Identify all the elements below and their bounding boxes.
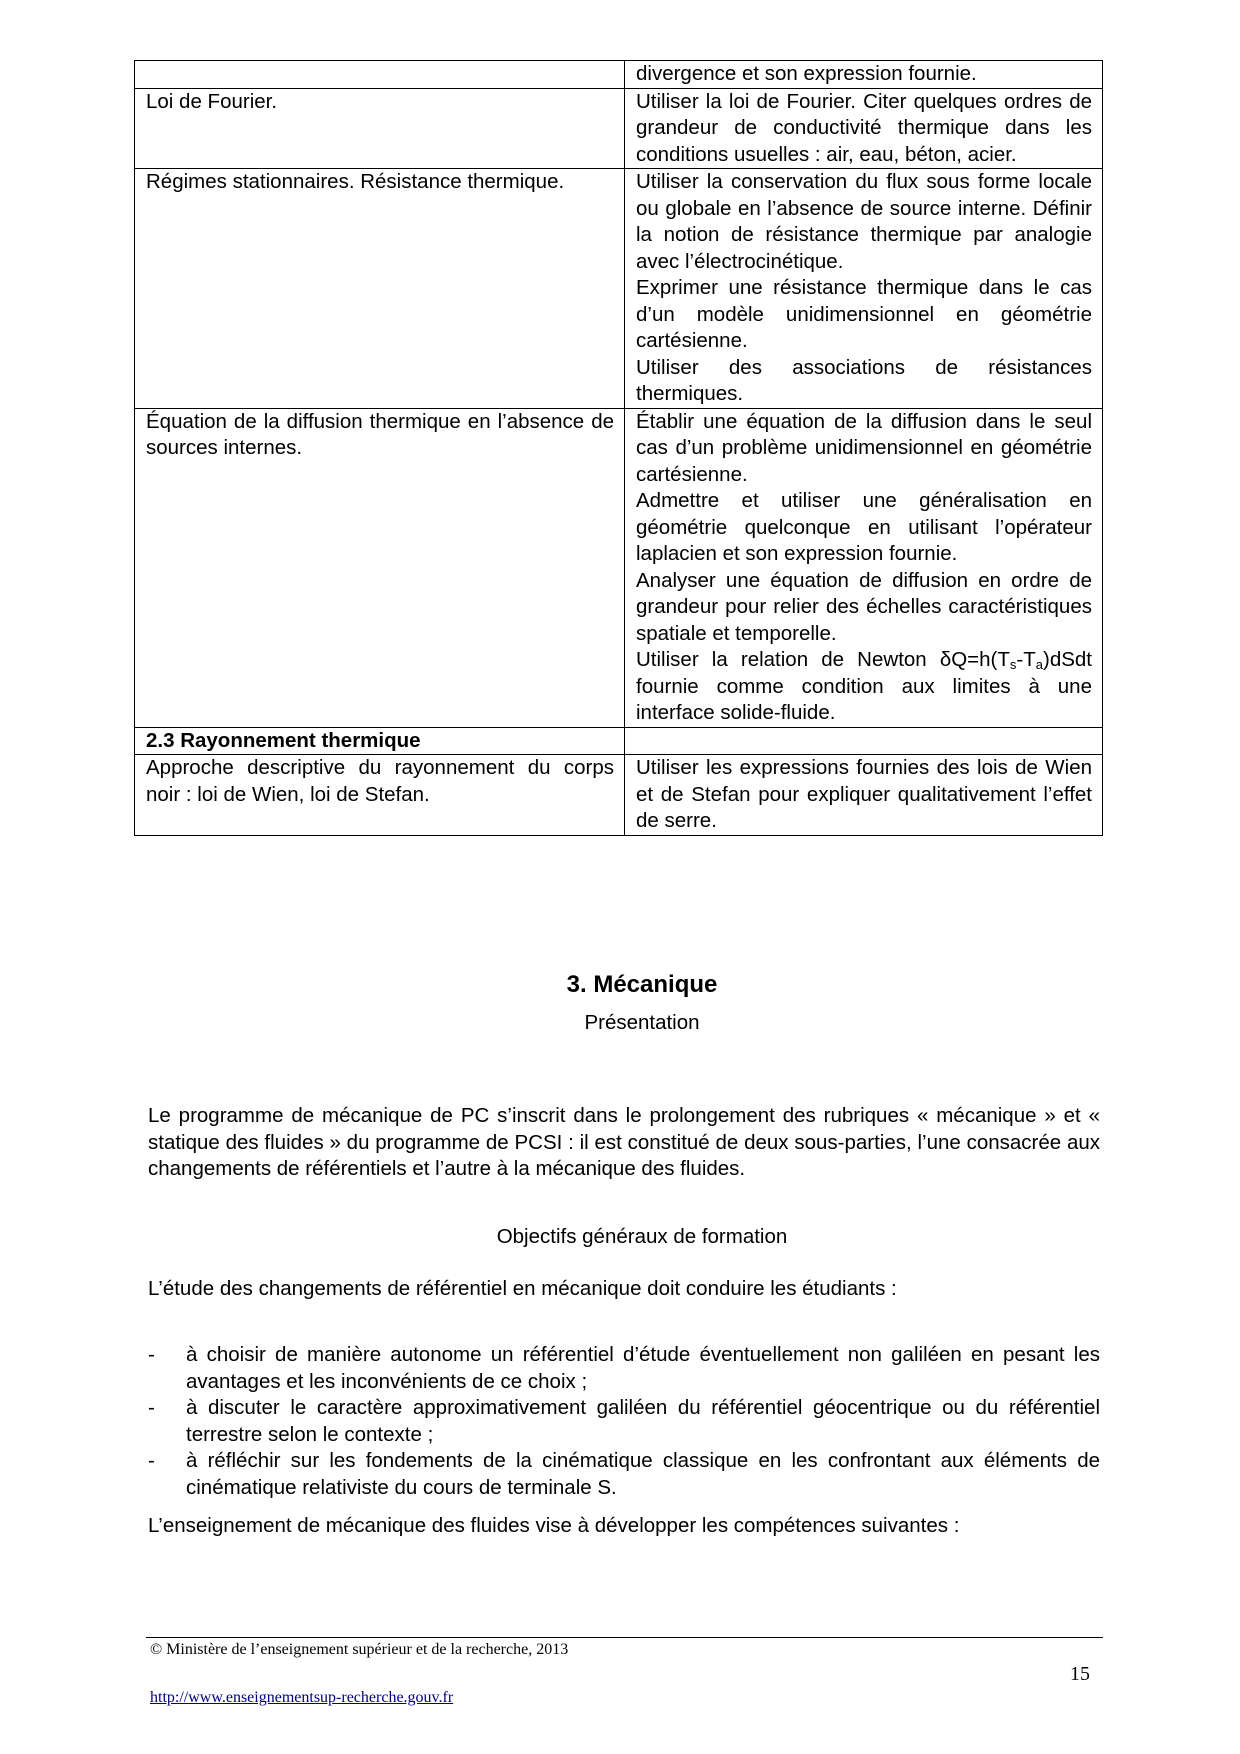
capacity-cell (625, 408, 1103, 727)
newton-relation-text (636, 647, 1092, 727)
page-number: 15 (1070, 1663, 1090, 1685)
fluids-intro: L’enseignement de mécanique des fluides vise à développer les compétences suivantes : (148, 1514, 960, 1537)
study-intro: L’étude des changements de référentiel en mécanique doit conduire les étudiants : (148, 1277, 897, 1300)
presentation-label: Présentation (584, 1011, 700, 1034)
subscript-s: s (1009, 657, 1017, 672)
newton-mid: -T (1016, 648, 1036, 671)
list-item-text: à réfléchir sur les fondements de la cinématique classique en les confrontant aux éléments de cinématique relativiste du cours de terminale S. (186, 1449, 1100, 1499)
program-table (134, 60, 1103, 836)
capacity-text: Utiliser la conservation du flux sous forme locale ou globale en l’absence de source interne. Définir la notion de résistance thermique par analogie avec l’électrocinétique. (636, 170, 1092, 273)
subscript-a: a (1035, 657, 1043, 672)
newton-pre: Utiliser la relation de Newton δQ=h(T (636, 648, 1010, 671)
notion-cell: Loi de Fourier. (135, 88, 625, 169)
list-item-text: à choisir de manière autonome un référentiel d’étude éventuellement non galiléen en pesant les avantages et les inconvénients de ce choix ; (186, 1343, 1100, 1393)
dash-marker: - (148, 1449, 155, 1472)
dash-marker: - (148, 1343, 155, 1366)
table-row (135, 61, 1103, 89)
capacity-text: Utiliser la loi de Fourier. Citer quelques ordres de grandeur de conductivité thermique dans les conditions usuelles : air, eau, béton, acier. (636, 89, 1092, 166)
table-row (135, 169, 1103, 409)
dash-marker: - (148, 1396, 155, 1419)
list-item-text: à discuter le caractère approximativement galiléen du référentiel géocentrique ou du référentiel terrestre selon le contexte ; (186, 1396, 1100, 1446)
section-heading-cell: 2.3 Rayonnement thermique (135, 727, 625, 755)
table-section-row (135, 727, 1103, 755)
capacity-cell (625, 88, 1103, 169)
list-item (148, 1342, 1100, 1395)
notion-cell: Approche descriptive du rayonnement du corps noir : loi de Wien, loi de Stefan. (135, 755, 625, 836)
capacity-cell (625, 61, 1103, 89)
table-row (135, 408, 1103, 727)
objectives-label: Objectifs généraux de formation (496, 1225, 788, 1248)
section-title: 3. Mécanique (566, 971, 718, 998)
notion-cell: Équation de la diffusion thermique en l’absence de sources internes. (135, 408, 625, 727)
notion-cell (135, 61, 625, 89)
capacity-text: Analyser une équation de diffusion en ordre de grandeur pour relier des échelles caractéristiques spatiale et temporelle. (636, 568, 1092, 645)
capacity-text: Utiliser des associations de résistances thermiques. (636, 355, 1092, 405)
capacity-text: Exprimer une résistance thermique dans le cas d’un modèle unidimensionnel en géométrie cartésienne. (636, 276, 1092, 352)
notion-cell: Régimes stationnaires. Résistance thermique. (135, 169, 625, 409)
capacity-text: Utiliser les expressions fournies des lois de Wien et de Stefan pour expliquer qualitativement l’effet de serre. (636, 756, 1092, 832)
capacity-text: divergence et son expression fournie. (636, 62, 977, 85)
capacity-cell (625, 755, 1103, 836)
newton-post: )dSdt fournie comme condition aux limites à une interface solide-fluide. (636, 648, 1092, 724)
empty-cell (625, 727, 1103, 755)
capacity-text: Établir une équation de la diffusion dans le seul cas d’un problème unidimensionnel en géométrie cartésienne. (636, 409, 1092, 486)
objectives-list (148, 1342, 1100, 1501)
footer-divider (146, 1637, 1103, 1638)
table-row (135, 88, 1103, 169)
capacity-cell (625, 169, 1103, 409)
intro-paragraph: Le programme de mécanique de PC s’inscrit dans le prolongement des rubriques « mécanique » et « statique des fluides » du programme de PCSI : il est constitué de deux sous-parties, l’une consacrée aux changements de référentiels et l’autre à la mécanique des fluides. (148, 1104, 1100, 1180)
list-item (148, 1395, 1100, 1448)
footer-url-link[interactable]: http://www.enseignementsup-recherche.gouv.fr (150, 1689, 454, 1706)
table-row (135, 755, 1103, 836)
capacity-text: Admettre et utiliser une généralisation en géométrie quelconque en utilisant l’opérateur laplacien et son expression fournie. (636, 489, 1092, 565)
footer-copyright: © Ministère de l’enseignement supérieur et de la recherche, 2013 (150, 1641, 569, 1658)
list-item (148, 1448, 1100, 1501)
